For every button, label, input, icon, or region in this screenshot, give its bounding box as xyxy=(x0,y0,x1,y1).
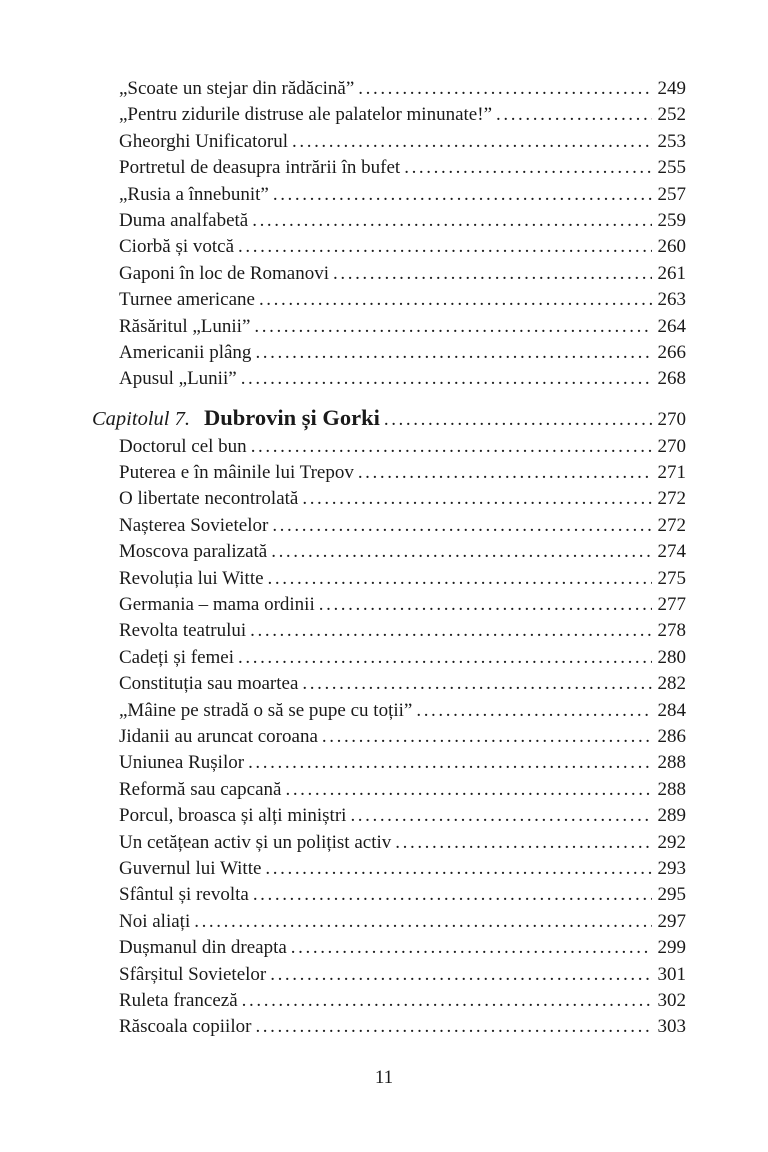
toc-entry-page: 266 xyxy=(657,341,686,363)
toc-entry xyxy=(119,882,686,908)
toc-entry-title: Revolta teatrului xyxy=(119,620,247,642)
toc-entry xyxy=(119,434,686,460)
toc-entry-page: 288 xyxy=(657,778,686,800)
dot-leader xyxy=(302,671,651,697)
toc-entry-page: 275 xyxy=(657,567,686,589)
toc-entry-title: Sfârșitul Sovietelor xyxy=(119,963,267,985)
toc-entry-page: 268 xyxy=(657,368,686,390)
toc-entry-title: Guvernul lui Witte xyxy=(119,857,262,879)
toc-entry-title: Cadeți și femei xyxy=(119,646,235,668)
toc-entry xyxy=(119,155,686,181)
toc-entry xyxy=(119,645,686,671)
toc-entry-page: 257 xyxy=(657,183,686,205)
toc-entry-page: 282 xyxy=(657,673,686,695)
dot-leader xyxy=(250,618,651,644)
toc-entry-title: Doctorul cel bun xyxy=(119,435,247,457)
chapter-title: Dubrovin și Gorki xyxy=(203,404,380,430)
dot-leader xyxy=(358,76,651,102)
toc-entry xyxy=(119,698,686,724)
toc-entry-page: 299 xyxy=(657,937,686,959)
toc-entry-title: Moscova paralizată xyxy=(119,541,268,563)
dot-leader xyxy=(251,434,652,460)
toc-entry-title: Ciorbă și votcă xyxy=(119,236,235,258)
toc-entry-title: Ruleta franceză xyxy=(119,989,238,1011)
toc-entry-title: Gheorghi Unificatorul xyxy=(119,130,289,152)
toc-entry-page: 295 xyxy=(657,884,686,906)
toc-entry-title: Răscoala copiilor xyxy=(119,1016,252,1038)
toc-entry xyxy=(119,340,686,366)
dot-leader xyxy=(285,777,651,803)
toc-entry xyxy=(119,935,686,961)
dot-leader xyxy=(395,830,651,856)
toc-entry-page: 272 xyxy=(657,488,686,510)
toc-entry xyxy=(119,208,686,234)
toc-entry xyxy=(119,76,686,102)
toc-entry-title: Un cetățean activ și un polițist activ xyxy=(119,831,392,853)
toc-entry-title: Nașterea Sovietelor xyxy=(119,514,269,536)
toc-entry-title: Constituția sau moartea xyxy=(119,673,299,695)
toc-entry-title: „Scoate un stejar din rădăcină” xyxy=(119,78,355,99)
toc-entry xyxy=(119,988,686,1014)
toc-entry xyxy=(119,566,686,592)
toc-entry xyxy=(119,777,686,803)
toc-entry-page: 288 xyxy=(657,752,686,774)
toc-entry-title: Dușmanul din dreapta xyxy=(119,937,287,959)
toc-entry-page: 260 xyxy=(657,236,686,258)
dot-leader xyxy=(273,182,652,208)
dot-leader xyxy=(272,513,651,539)
toc-section-before-chapter xyxy=(119,76,686,393)
toc-entry xyxy=(119,366,686,392)
toc-entry-page: 255 xyxy=(657,157,686,179)
toc-entry-page: 302 xyxy=(657,989,686,1011)
toc-entry-title: Americanii plâng xyxy=(119,341,252,363)
dot-leader xyxy=(255,1014,651,1040)
toc-entry xyxy=(119,539,686,565)
toc-entry-page: 278 xyxy=(657,620,686,642)
toc-entry xyxy=(119,962,686,988)
dot-leader xyxy=(255,340,651,366)
dot-leader xyxy=(496,102,652,128)
dot-leader xyxy=(404,155,651,181)
toc-entry xyxy=(119,460,686,486)
toc-entry-page: 252 xyxy=(657,104,686,126)
dot-leader xyxy=(265,856,651,882)
dot-leader xyxy=(270,962,651,988)
toc-entry-title: Porcul, broasca și alți miniștri xyxy=(119,805,347,827)
toc-entry xyxy=(119,287,686,313)
dot-leader xyxy=(333,261,651,287)
toc-entry-page: 280 xyxy=(657,646,686,668)
dot-leader xyxy=(253,882,652,908)
toc-entry-title: „Mâine pe stradă o să se pupe cu toții” xyxy=(119,699,413,721)
dot-leader xyxy=(238,645,651,671)
toc-entry xyxy=(119,803,686,829)
dot-leader xyxy=(350,803,651,829)
dot-leader xyxy=(238,234,651,260)
dot-leader xyxy=(259,287,652,313)
toc-entry xyxy=(119,750,686,776)
dot-leader xyxy=(271,539,651,565)
dot-leader xyxy=(241,366,652,392)
dot-leader xyxy=(268,566,652,592)
toc-entry-page: 292 xyxy=(657,831,686,853)
toc-entry-title: Jidanii au aruncat coroana xyxy=(119,725,318,747)
folio-page-number: 11 xyxy=(374,1067,394,1088)
toc-entry-title: Gaponi în loc de Romanovi xyxy=(119,262,330,284)
toc-entry-title: Portretul de deasupra intrării în bufet xyxy=(119,157,401,179)
toc-entry-title: Germania – mama ordinii xyxy=(119,594,315,616)
toc-entry xyxy=(119,182,686,208)
toc-entry xyxy=(119,102,686,128)
dot-leader xyxy=(292,129,651,155)
toc-entry xyxy=(119,830,686,856)
toc-entry xyxy=(119,513,686,539)
toc-entry-title: Apusul „Lunii” xyxy=(119,368,237,390)
dot-leader xyxy=(194,909,651,935)
chapter-number-label: Capitolul 7. xyxy=(92,407,190,430)
toc-entry xyxy=(119,856,686,882)
toc-entry-title: „Pentru zidurile distruse ale palatelor minunate!” xyxy=(119,104,492,126)
dot-leader xyxy=(322,724,652,750)
toc-entry-page: 277 xyxy=(657,594,686,616)
toc-entry xyxy=(119,1014,686,1040)
chapter-heading-row xyxy=(92,403,686,433)
toc-entry-page: 297 xyxy=(657,910,686,932)
dot-leader xyxy=(291,935,652,961)
dot-leader xyxy=(358,460,652,486)
dot-leader xyxy=(302,486,651,512)
toc-entry-page: 270 xyxy=(657,435,686,457)
toc-entry-page: 303 xyxy=(657,1016,686,1038)
dot-leader xyxy=(252,208,651,234)
toc-entry-title: Răsăritul „Lunii” xyxy=(119,315,251,337)
toc-entry-page: 284 xyxy=(657,699,686,721)
toc-entry-page: 271 xyxy=(657,462,686,484)
toc-entry-title: Uniunea Rușilor xyxy=(119,752,245,774)
dot-leader xyxy=(248,750,651,776)
dot-leader xyxy=(319,592,652,618)
toc-entry xyxy=(119,486,686,512)
toc-entry-title: Duma analfabetă xyxy=(119,209,249,231)
toc-entry-page: 261 xyxy=(657,262,686,284)
toc-entry-title: Revoluția lui Witte xyxy=(119,567,264,589)
toc-entry-title: O libertate necontrolată xyxy=(119,488,299,510)
toc-entry-page: 264 xyxy=(657,315,686,337)
toc-entry-page: 272 xyxy=(657,514,686,536)
toc-entry-title: Puterea e în mâinile lui Trepov xyxy=(119,462,354,484)
toc-entry-page: 293 xyxy=(657,857,686,879)
toc-entry-page: 286 xyxy=(657,725,686,747)
toc-entry-page: 259 xyxy=(657,209,686,231)
toc-entry-title: „Rusia a înnebunit” xyxy=(119,183,269,205)
toc-entry xyxy=(119,671,686,697)
toc-entry xyxy=(119,261,686,287)
toc-entry-title: Reformă sau capcană xyxy=(119,778,282,800)
dot-leader xyxy=(254,314,651,340)
toc-section-after-chapter xyxy=(119,434,686,1041)
page-footer xyxy=(0,1066,768,1090)
toc-entry xyxy=(119,724,686,750)
chapter-page-number: 270 xyxy=(657,408,686,430)
toc-entry-page: 249 xyxy=(657,78,686,99)
toc-entry xyxy=(119,909,686,935)
dot-leader xyxy=(242,988,652,1014)
toc-entry xyxy=(119,129,686,155)
toc-entry-page: 289 xyxy=(657,805,686,827)
toc-entry-title: Turnee americane xyxy=(119,289,255,311)
toc-entry xyxy=(119,314,686,340)
toc-entry-page: 263 xyxy=(657,289,686,311)
toc-entry xyxy=(119,618,686,644)
toc-entry-page: 301 xyxy=(657,963,686,985)
dot-leader xyxy=(416,698,651,724)
toc-entry xyxy=(119,234,686,260)
toc-entry xyxy=(119,592,686,618)
toc-entry-title: Sfântul și revolta xyxy=(119,884,249,906)
toc-entry-title: Noi aliați xyxy=(119,910,191,932)
dot-leader xyxy=(384,405,652,435)
toc-entry-page: 253 xyxy=(657,130,686,152)
toc-entry-page: 274 xyxy=(657,541,686,563)
